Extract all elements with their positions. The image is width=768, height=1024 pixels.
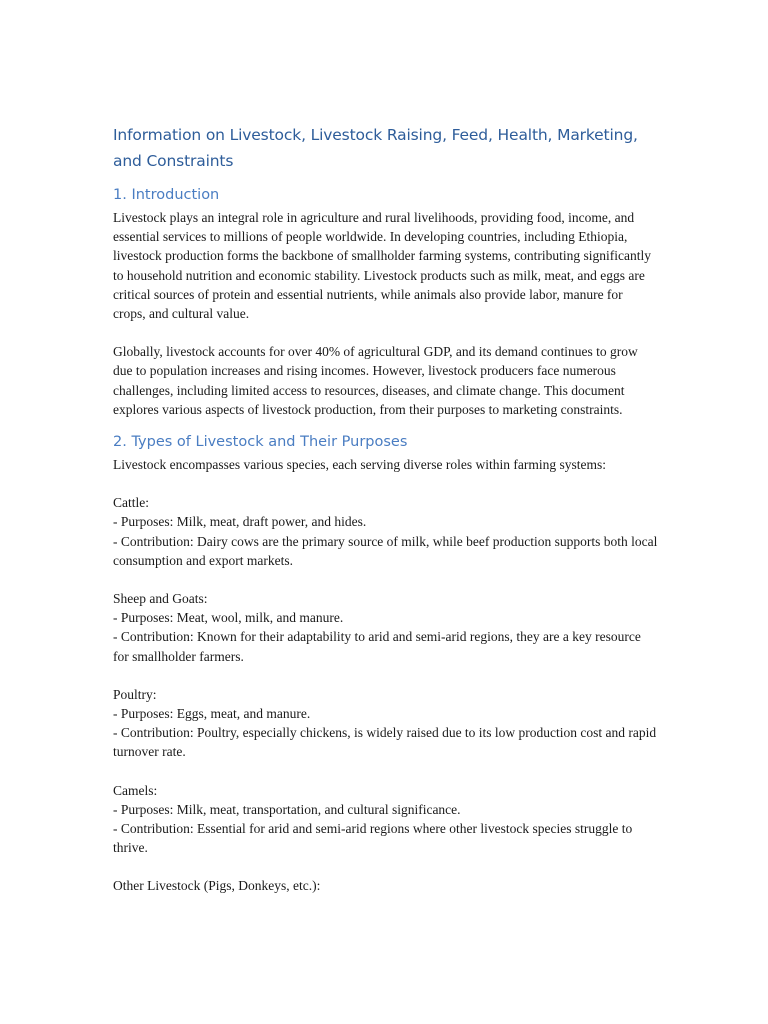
- types-intro: Livestock encompasses various species, each serving diverse roles within farming systems:: [113, 457, 607, 473]
- species-name-poultry: Poultry:: [113, 686, 157, 702]
- intro-paragraph-2: Globally, livestock accounts for over 40% of agricultural GDP, and its demand continues to grow due to population increases and rising incomes. However, livestock producers face numerous challenges, including limited access to resources, diseases, and climate change. This document explores various aspects of livestock production, from their purposes to marketing constraints.: [113, 344, 638, 417]
- species-purposes-cattle: - Purposes: Milk, meat, draft power, and hides.: [113, 514, 367, 530]
- species-name-sheep-goats: Sheep and Goats:: [113, 591, 208, 607]
- species-contribution-poultry: - Contribution: Poultry, especially chickens, is widely raised due to its low production cost and rapid turnover rate.: [113, 725, 657, 760]
- species-contribution-cattle: - Contribution: Dairy cows are the primary source of milk, while beef production supports both local consumption and export markets.: [113, 533, 658, 568]
- species-purposes-sheep-goats: - Purposes: Meat, wool, milk, and manure.: [113, 610, 344, 626]
- section-heading-introduction: 1. Introduction: [113, 187, 220, 203]
- species-name-other: Other Livestock (Pigs, Donkeys, etc.):: [113, 878, 321, 894]
- section-heading-types: 2. Types of Livestock and Their Purposes: [113, 434, 408, 451]
- species-purposes-camels: - Purposes: Milk, meat, transportation, and cultural significance.: [113, 801, 461, 817]
- intro-paragraph-1: Livestock plays an integral role in agriculture and rural livelihoods, providing food, income, and essential services to millions of people worldwide. In developing countries, including Ethiopia, livestock production forms the backbone of smallholder farming systems, contributing significantly to household nutrition and economic stability. Livestock products such as milk, meat, and eggs are critical sources of protein and essential nutrients, while animals also provide labor, manure for crops, and cultural value.: [113, 210, 652, 322]
- species-contribution-camels: - Contribution: Essential for arid and semi-arid regions where other livestock species struggle to thrive.: [113, 821, 633, 856]
- document-body: [113, 122, 658, 896]
- species-contribution-sheep-goats: - Contribution: Known for their adaptability to arid and semi-arid regions, they are a key resource for smallholder farmers.: [113, 629, 641, 664]
- species-name-camels: Camels:: [113, 782, 158, 798]
- document-title: Information on Livestock, Livestock Raising, Feed, Health, Marketing, and Constraints: [113, 126, 638, 170]
- species-name-cattle: Cattle:: [113, 495, 149, 511]
- species-purposes-poultry: - Purposes: Eggs, meat, and manure.: [113, 706, 311, 722]
